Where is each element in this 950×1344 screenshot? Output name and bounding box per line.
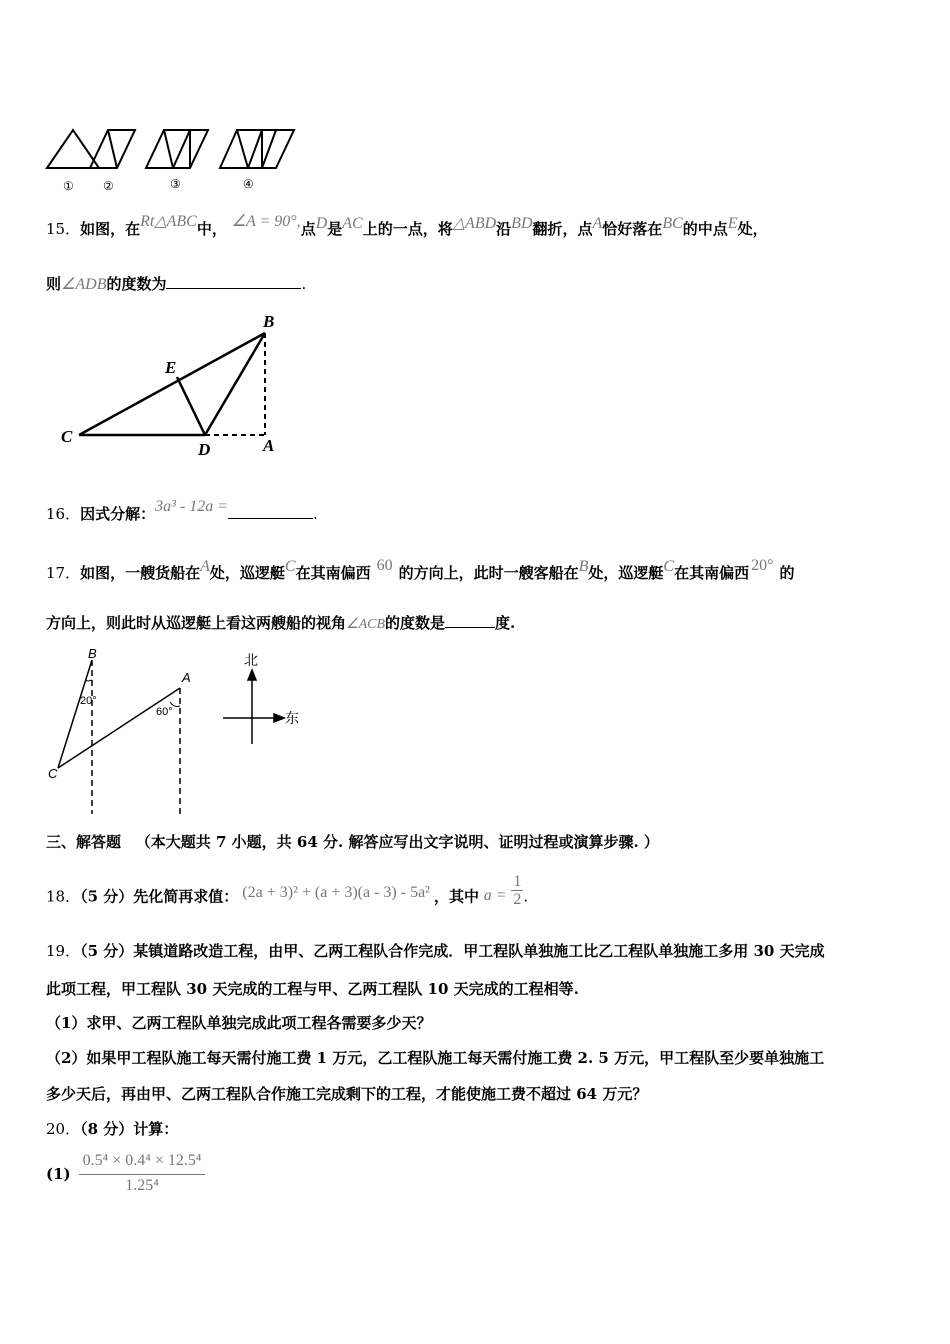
figure-label-3: ③ [170, 177, 181, 191]
q20-line: 20．（8 分）计算： [46, 1120, 179, 1138]
q20-number: 20． [46, 1120, 81, 1138]
figure-label-4: ④ [243, 177, 254, 191]
q17-label-c: C [48, 766, 58, 781]
q19-line1: 19．（5 分）某镇道路改造工程，由甲、乙两工程队合作完成．甲工程队单独施工比乙工程队单独施工多用 30 天完成 [46, 942, 825, 960]
q15-answer-blank[interactable] [166, 274, 301, 289]
figure-1-shape [47, 130, 99, 168]
q15-label-b: B [263, 312, 275, 331]
section3-heading [46, 831, 659, 852]
q17-bearing-figure [40, 640, 320, 820]
q16-line: 16．因式分解：3a³ - 12a = . [46, 498, 318, 523]
figure-4-shape [220, 130, 294, 168]
figure-label-2: ② [103, 179, 114, 193]
q17-angle-b: 20° [80, 695, 97, 707]
q15-number: 15． [46, 220, 81, 238]
q15-line1: 15．如图，在Rt△ABC中， ∠A = 90°,点D是AC上的一点，将△ABD沿BD翻折，点A恰好落在BC的中点E处， [46, 213, 768, 238]
q15-label-e: E [165, 358, 177, 377]
q20-sub1: (1) 0.5⁴ × 0.4⁴ × 12.5⁴ 1.25⁴ [46, 1150, 205, 1197]
q17-line2: 方向上，则此时从巡逻艇上看这两艘船的视角∠ACB的度数是 度. [46, 614, 516, 632]
figure-3-shape [146, 130, 208, 168]
q17-line1: 17．如图，一艘货船在A处，巡逻艇C在其南偏西 60 的方向上，此时一艘客船在B处，巡逻艇C在其南偏西 20° 的 [46, 557, 795, 582]
q17-east-label: 东 [285, 710, 299, 726]
section3-note: （本大题共 7 小题，共 64 分. 解答应写出文字说明、证明过程或演算步骤. ） [135, 833, 659, 851]
triangle-sequence-figure [40, 120, 300, 200]
q20-fraction: 0.5⁴ × 0.4⁴ × 12.5⁴ 1.25⁴ [79, 1150, 206, 1197]
q17-answer-blank[interactable] [445, 613, 495, 628]
q15-label-c: C [61, 427, 73, 446]
q17-north-label: 北 [244, 652, 258, 668]
q17-label-b: B [88, 646, 97, 661]
q19-sub1: （1）求甲、乙两工程队单独完成此项工程各需要多少天？ [46, 1014, 432, 1032]
q15-label-d: D [198, 440, 211, 459]
section3-title: 三、解答题 [46, 833, 122, 851]
q16-number: 16． [46, 505, 81, 523]
q19-sub2-line2: 多少天后，再由甲、乙两工程队合作施工完成剩下的工程，才能使施工费不超过 64 万元？ [46, 1085, 648, 1103]
q19-line2: 此项工程，甲工程队 30 天完成的工程与甲、乙两工程队 10 天完成的工程相等. [46, 980, 579, 998]
q19-sub2-line1: （2）如果甲工程队施工每天需付施工费 1 万元，乙工程队施工每天需付施工费 2. 5 万元，甲工程队至少要单独施工 [46, 1049, 825, 1067]
q15-triangle-figure [55, 305, 295, 465]
figure-label-1: ① [63, 179, 74, 193]
q18-line: 18．（5 分）先化简再求值： (2a + 3)² + (a + 3)(a - 3) - 5a² ，其中 a = $\frac{1}{2}$ . [46, 873, 529, 908]
q17-angle-a: 60° [156, 706, 173, 718]
q15-label-a: A [263, 436, 275, 455]
q16-answer-blank[interactable] [228, 504, 313, 519]
q17-label-a: A [182, 670, 191, 685]
q18-fraction: $\frac{1}{2}$ [513, 873, 522, 908]
q18-expression: (2a + 3)² + (a + 3)(a - 3) - 5a² [242, 883, 430, 901]
q17-number: 17． [46, 564, 81, 582]
q18-number: 18． [46, 887, 81, 906]
q15-line2: 则∠ADB的度数为 . [46, 275, 307, 293]
q19-number: 19． [46, 942, 81, 960]
